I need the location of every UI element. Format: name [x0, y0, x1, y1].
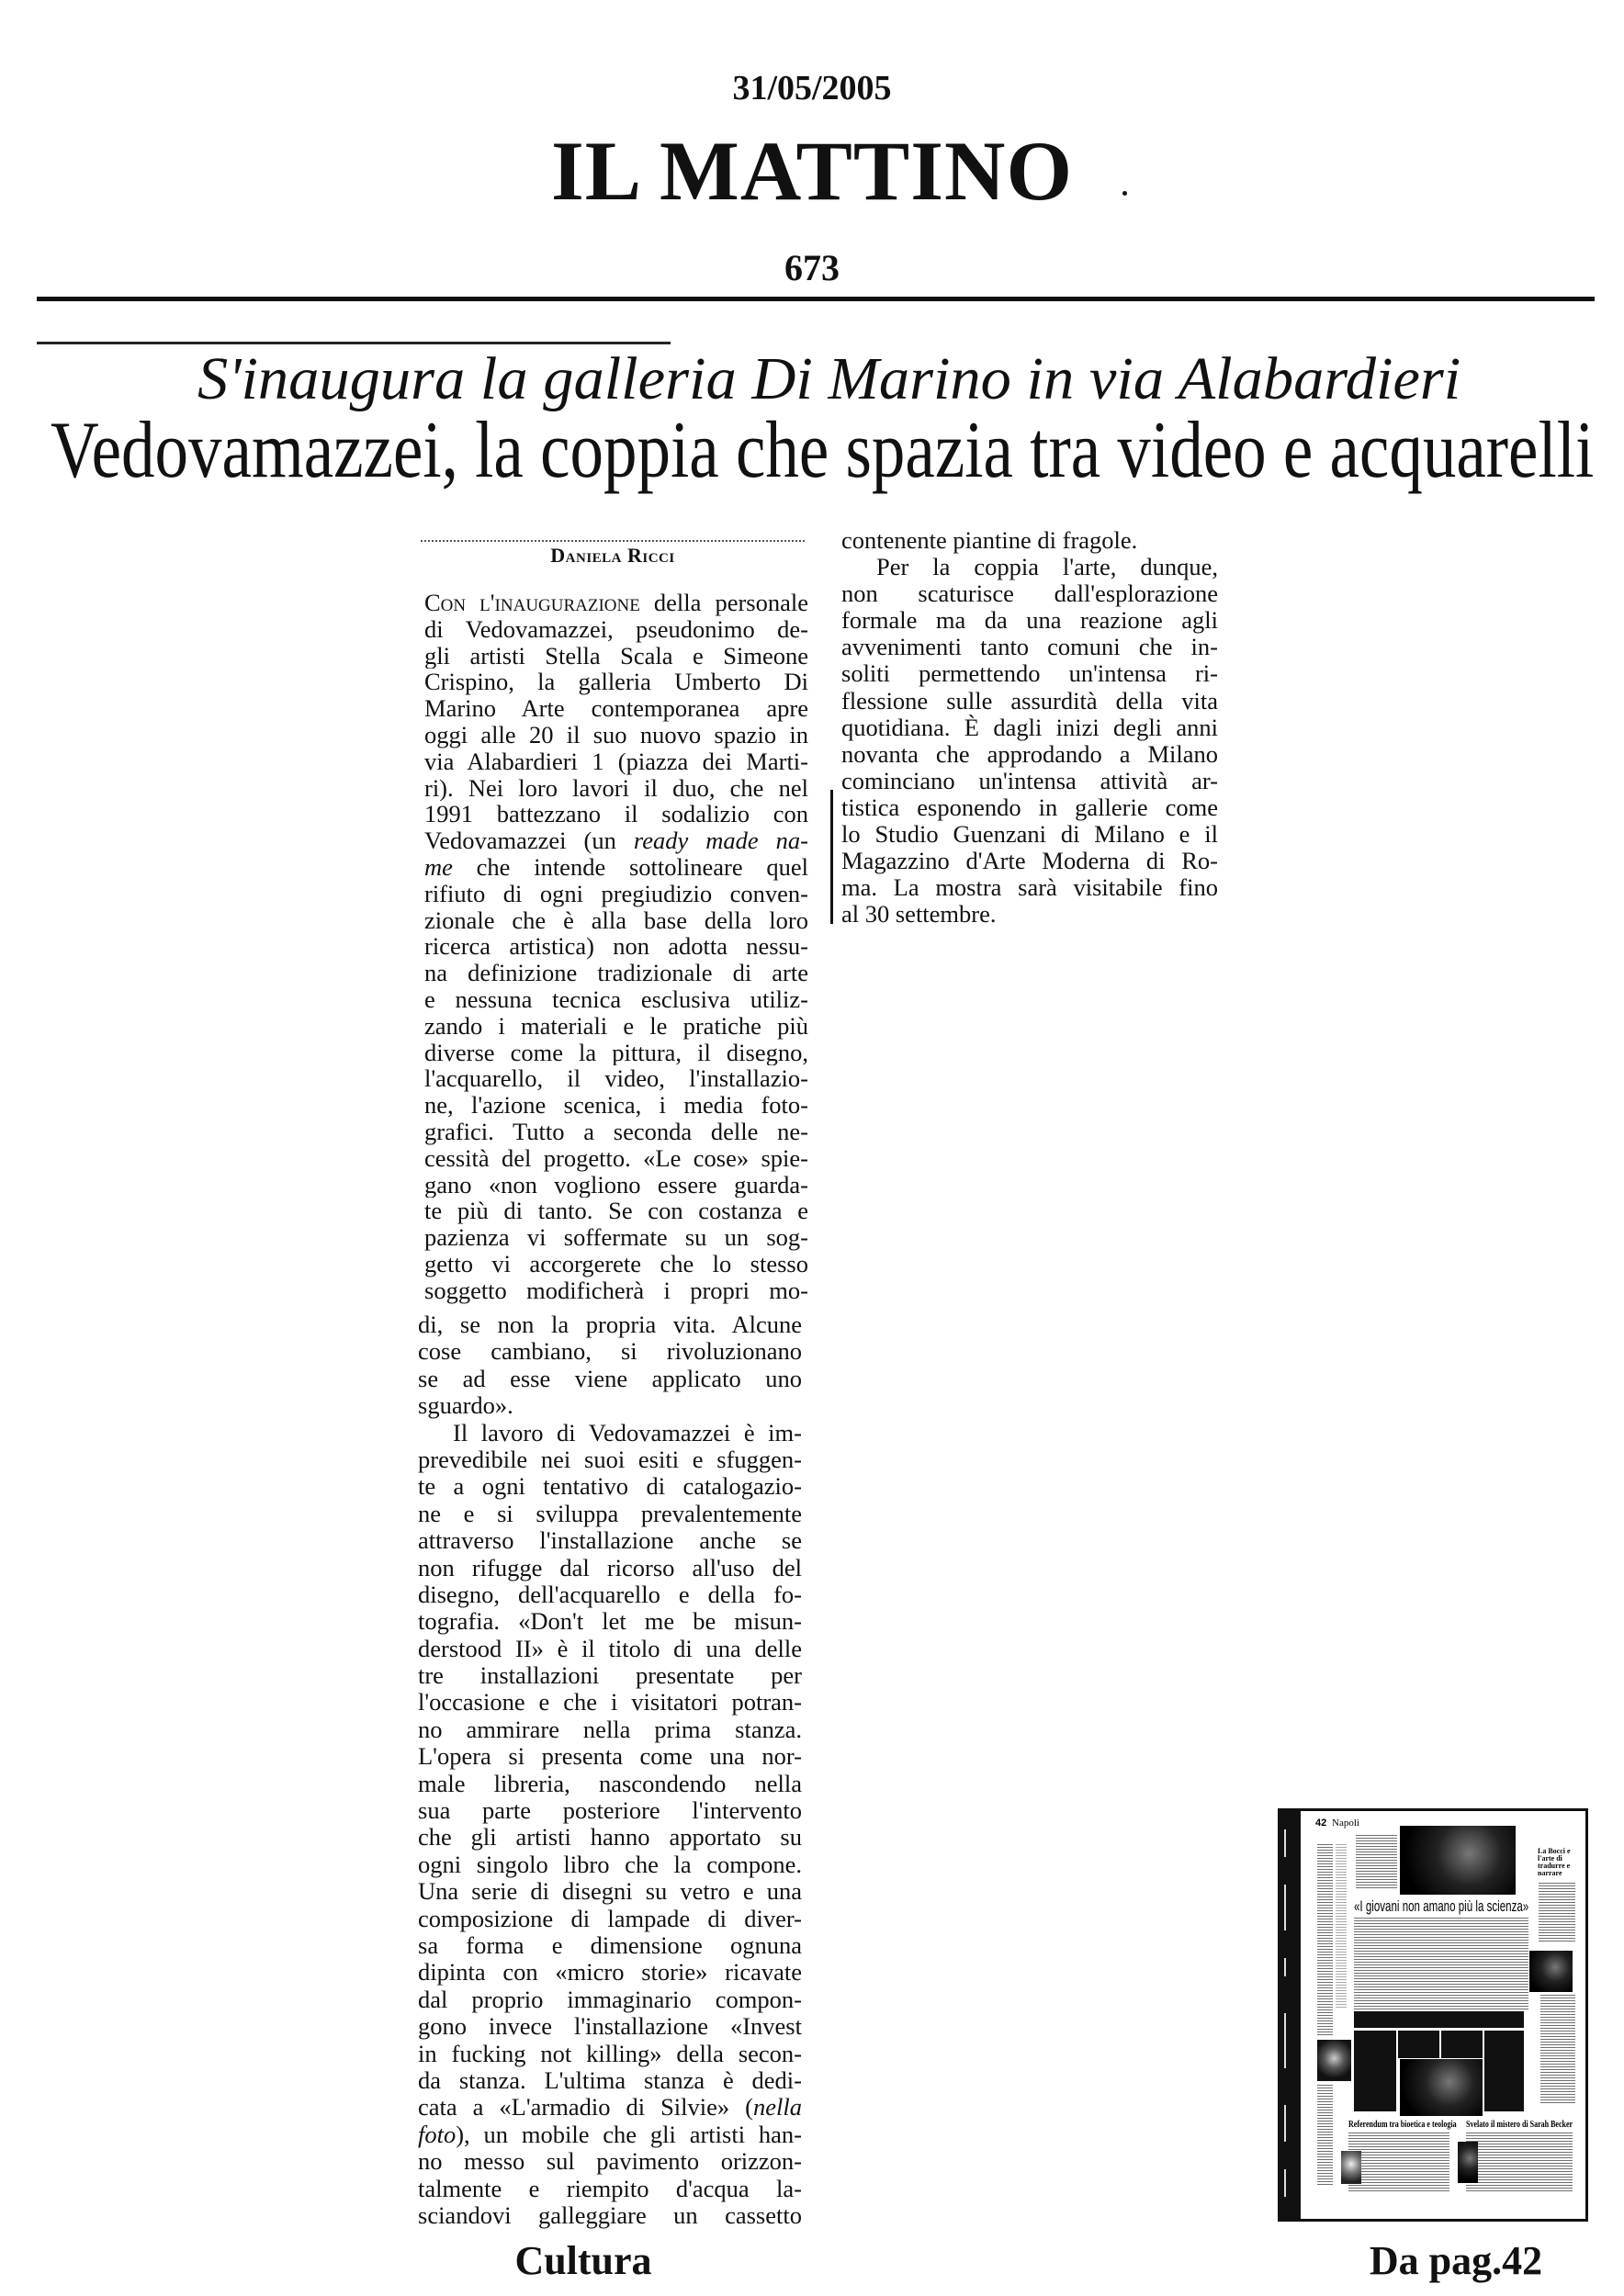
text-line: ma. La mostra sarà visitabile fino: [841, 874, 1218, 902]
text-line: [424, 827, 808, 854]
thumb-text-block: [1539, 1883, 1575, 1942]
film-strip-edge: [1280, 1811, 1301, 2219]
text-line: lo Studio Guenzani di Milano e il: [841, 821, 1218, 849]
italic-text: nella: [753, 2094, 802, 2122]
text-segment: Vedovamazzei (un: [424, 827, 634, 854]
thumb-bottom-left-headline: Referendum tra bioetica e teologia: [1348, 2120, 1457, 2130]
thumb-text-block: [1356, 1835, 1397, 1890]
margin-mark: [830, 790, 833, 924]
text-line: L'opera si presenta come una nor-: [418, 1743, 802, 1771]
thumb-text-block: [1336, 1844, 1347, 2009]
text-line: composizione di lampade di diver-: [418, 1905, 802, 1932]
text-line: Marino Arte contemporanea apre: [424, 695, 808, 722]
text-line: pazienza vi soffermate su un sog-: [424, 1224, 808, 1251]
text-line: se ad esse viene applicato uno: [418, 1365, 802, 1392]
text-line: soggetto modificherà i propri mo-: [424, 1277, 808, 1304]
thumb-bottom-right-headline: Svelato il mistero di Sarah Becker: [1466, 2120, 1573, 2130]
text-segment: cata a «L'armadio di Silvie» (: [418, 2094, 753, 2122]
text-line: [418, 2122, 802, 2148]
thumb-black-panel: [1398, 2031, 1439, 2058]
thumb-text-block: [1540, 1995, 1575, 2105]
text-segment: Con l'inaugurazione: [424, 590, 640, 616]
italic-text: ready made na-: [633, 827, 808, 854]
text-line: [418, 2094, 802, 2121]
text-line: cose cambiano, si rivoluzionano: [418, 1338, 802, 1366]
text-line: l'acquarello, il video, l'installazio-: [424, 1065, 808, 1093]
italic-text: foto: [418, 2121, 457, 2148]
text-line: gli artisti Stella Scala e Simeone: [424, 642, 808, 670]
text-line: tografia. «Don't let me be misun-: [418, 1608, 802, 1636]
text-line: sguardo».: [418, 1392, 513, 1420]
header-divider: [37, 297, 1595, 301]
text-line: Il lavoro di Vedovamazzei è im-: [453, 1419, 802, 1446]
thumb-text-block: [1317, 1844, 1333, 2037]
source-page-label: Da pag.42: [1369, 2238, 1543, 2283]
text-line: no ammirare nella prima stanza.: [418, 1716, 802, 1743]
text-line: dipinta con «micro storie» ricavate: [418, 1959, 802, 1986]
text-line: oggi alle 20 il suo nuovo spazio in: [424, 721, 808, 748]
text-segment: che intende sottolineare quel: [452, 853, 808, 881]
text-line: attraverso l'installazione anche se: [418, 1527, 802, 1555]
text-line: ri). Nei loro lavori il duo, che nel: [424, 774, 808, 802]
thumb-page-number: 42: [1315, 1818, 1327, 1829]
thumb-bottom-photo: [1400, 2059, 1483, 2116]
text-line: derstood II» è il titolo di una delle: [418, 1635, 802, 1662]
text-line: cominciano un'intensa attività ar-: [841, 767, 1218, 794]
text-line: diverse come la pittura, il disegno,: [424, 1039, 808, 1066]
text-line: no messo sul pavimento orizzon-: [418, 2148, 802, 2176]
thumb-text-block: [1466, 2133, 1573, 2193]
text-line: formale ma da una reazione agli: [841, 607, 1218, 635]
text-line: non scaturisce dall'esplorazione: [841, 580, 1218, 608]
section-label: Cultura: [514, 2238, 652, 2283]
text-line: zando i materiali e le pratiche più: [424, 1012, 808, 1040]
text-line: avvenimenti tanto comuni che in-: [841, 634, 1218, 661]
text-line: na definizione tradizionale di arte: [424, 960, 808, 986]
text-line: prevedibile nei suoi esiti e sfuggen-: [418, 1446, 802, 1473]
thumb-top-photo: [1400, 1826, 1516, 1895]
text-line: zionale che è alla base della loro: [424, 906, 808, 934]
text-line: sciandovi galleggiare un cassetto: [418, 2201, 802, 2229]
text-line: da stanza. L'ultima stanza è dedi-: [418, 2066, 802, 2094]
text-line: Per la coppia l'arte, dunque,: [876, 554, 1218, 581]
text-line: via Alabardieri 1 (piazza dei Marti-: [424, 748, 808, 775]
article-headline: Vedovamazzei, la coppia che spazia tra video e acquarelli: [51, 406, 1595, 495]
text-line: al 30 settembre.: [841, 901, 997, 929]
byline: Daniela Ricci: [550, 544, 675, 567]
text-line: cessità del progetto. «Le cose» spie-: [424, 1144, 808, 1172]
issue-code: 673: [784, 247, 840, 288]
text-line: in fucking not killing» della secon-: [418, 2040, 802, 2067]
text-line: tistica esponendo in gallerie come: [841, 793, 1218, 821]
article-column-1-top: [424, 590, 808, 1304]
thumb-black-panel: [1484, 2031, 1524, 2111]
text-line: di, se non la propria vita. Alcune: [418, 1311, 802, 1338]
article-kicker: S'inaugura la galleria Di Marino in via Alabardieri: [197, 345, 1461, 412]
thumb-side-headline: La Bocci e l'arte di tradurre e narrare: [1538, 1847, 1571, 1877]
text-line: ne, l'azione scenica, i media foto-: [424, 1092, 808, 1119]
text-line: [424, 854, 808, 881]
text-line: sa forma e dimensione ognuna: [418, 1931, 802, 1959]
source-page-thumbnail: [1278, 1808, 1588, 2222]
thumb-text-block: [1354, 1918, 1528, 2009]
thumb-text-block: [1317, 2085, 1333, 2186]
text-line: gano «non vogliono essere guarda-: [424, 1171, 808, 1199]
text-line: gono invece l'installazione «Invest: [418, 2013, 802, 2041]
italic-text: me: [424, 853, 453, 881]
thumb-side-photo: [1529, 1951, 1573, 1992]
clipping-date: 31/05/2005: [732, 69, 892, 107]
thumb-main-headline: «I giovani non amano più la scienza»: [1354, 1897, 1529, 1915]
text-line: sua parte posteriore l'intervento: [418, 1797, 802, 1825]
text-line: getto vi accorgerete che lo stesso: [424, 1250, 808, 1277]
text-line: grafici. Tutto a seconda delle ne-: [424, 1118, 808, 1145]
text-segment: ), un mobile che gli artisti han-: [456, 2121, 802, 2148]
thumb-small-portrait: [1341, 2151, 1361, 2184]
text-line: te più di tanto. Se con costanza e: [424, 1198, 808, 1225]
thumb-black-panel: [1354, 2031, 1396, 2111]
text-line: Una serie di disegni su vetro e una: [418, 1878, 802, 1906]
text-line: talmente e riempito d'acqua la-: [418, 2175, 802, 2202]
masthead-dot: [1122, 191, 1127, 196]
text-line: che gli artisti hanno apportato su: [418, 1824, 802, 1851]
text-segment: della personale: [639, 590, 808, 616]
thumb-portrait: [1317, 2040, 1351, 2081]
thumb-black-panel: [1354, 2011, 1524, 2028]
text-line: Crispino, la galleria Umberto Di: [424, 669, 808, 696]
text-line: 1991 battezzano il sodalizio con: [424, 801, 808, 828]
text-line: Magazzino d'Arte Moderna di Ro-: [841, 848, 1218, 875]
text-line: flessione sulle assurdità della vita: [841, 687, 1218, 715]
thumb-text-block: [1348, 2133, 1449, 2193]
article-column-2: [841, 527, 1218, 928]
text-line: e nessuna tecnica esclusiva utiliz-: [424, 985, 808, 1013]
text-line: di Vedovamazzei, pseudonimo de-: [424, 615, 808, 643]
text-line: male libreria, nascondendo nella: [418, 1770, 802, 1797]
text-line: l'occasione e che i visitatori potran-: [418, 1689, 802, 1716]
text-line: quotidiana. È dagli inizi degli anni: [841, 714, 1218, 741]
text-line: novanta che approdando a Milano: [841, 740, 1218, 768]
article-column-1-bottom: [418, 1311, 802, 2229]
thumb-section: Napoli: [1332, 1818, 1359, 1829]
text-line: [424, 590, 808, 616]
text-line: disegno, dell'acquarello e della fo-: [418, 1581, 802, 1608]
text-line: te a ogni tentativo di catalogazio-: [418, 1473, 802, 1501]
text-line: contenente piantine di fragole.: [841, 527, 1138, 554]
thumb-black-panel: [1441, 2031, 1483, 2058]
text-line: ogni singolo libro che la compone.: [418, 1851, 802, 1878]
newspaper-masthead: IL MATTINO: [550, 124, 1074, 218]
text-line: tre installazioni presentate per: [418, 1662, 802, 1690]
text-line: ne e si sviluppa prevalentemente: [418, 1500, 802, 1527]
text-line: soliti permettendo un'intensa ri-: [841, 660, 1218, 688]
text-line: rifiuto di ogni pregiudizio conven-: [424, 880, 808, 907]
text-line: dal proprio immaginario compon-: [418, 1986, 802, 2013]
byline-dotted-rule: [421, 540, 805, 542]
thumb-book-cover: [1458, 2142, 1478, 2183]
text-line: non rifugge dal ricorso all'uso del: [418, 1554, 802, 1581]
text-line: ricerca artistica) non adotta nessu-: [424, 933, 808, 961]
